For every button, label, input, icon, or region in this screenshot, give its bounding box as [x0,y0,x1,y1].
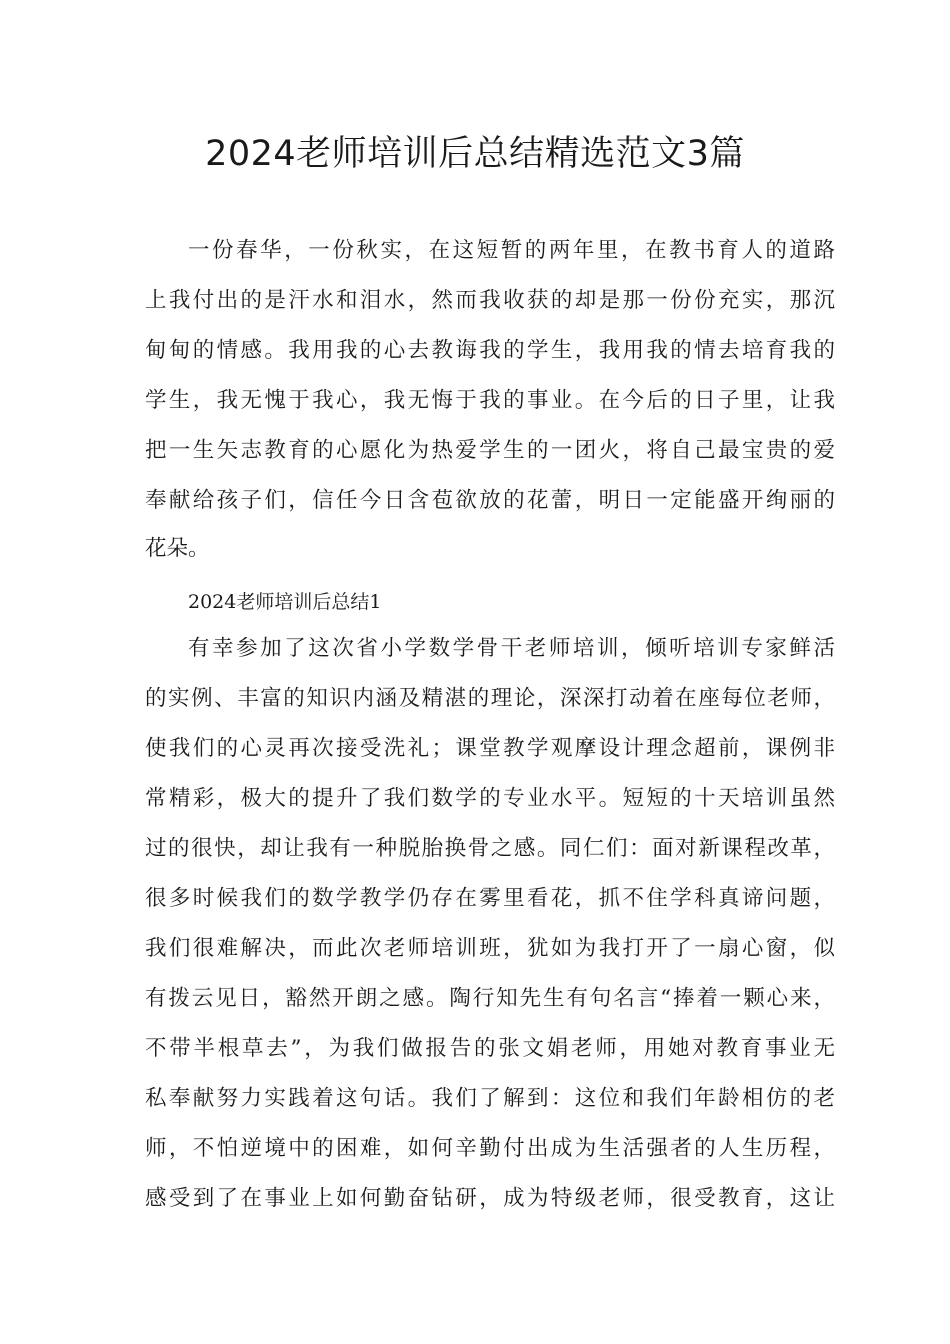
section-line-12: 感受到了在事业上如何勤奋钻研，成为特级老师，很受教育，这让 [145,1186,835,1211]
section-line-9: 不带半根草去”，为我们做报告的张文娟老师，用她对教育事业无 [145,1036,835,1061]
section-line-7: 我们很难解决，而此次老师培训班，犹如为我打开了一扇心窗，似 [145,936,835,961]
section-line-11: 师，不怕逆境中的困难，如何辛勤付出成为生活强者的人生历程， [145,1136,835,1161]
intro-line-6: 奉献给孩子们，信任今日含苞欲放的花蕾，明日一定能盛开绚丽的 [145,488,835,513]
section-line-1: 有幸参加了这次省小学数学骨干老师培训，倾听培训专家鲜活 [188,636,835,661]
section-line-4: 常精彩，极大的提升了我们数学的专业水平。短短的十天培训虽然 [145,786,835,811]
intro-line-2: 上我付出的是汗水和泪水，然而我收获的却是那一份份充实，那沉 [145,288,835,313]
intro-line-7: 花朵。 [145,536,210,561]
section-line-10: 私奉献努力实践着这句话。我们了解到：这位和我们年龄相仿的老 [145,1086,835,1111]
section-heading: 2024老师培训后总结1 [188,591,382,613]
document-title: 2024老师培训后总结精选范文3篇 [205,134,745,174]
section-line-8: 有拨云见日，豁然开朗之感。陶行知先生有句名言“捧着一颗心来， [145,986,835,1011]
intro-line-4: 学生，我无愧于我心，我无悔于我的事业。在今后的日子里，让我 [145,388,835,413]
intro-line-3: 甸甸的情感。我用我的心去教诲我的学生，我用我的情去培育我的 [145,338,835,363]
section-line-2: 的实例、丰富的知识内涵及精湛的理论，深深打动着在座每位老师， [145,686,835,711]
intro-line-5: 把一生矢志教育的心愿化为热爱学生的一团火，将自己最宝贵的爱 [145,438,835,463]
intro-line-1: 一份春华，一份秋实，在这短暂的两年里，在教书育人的道路 [188,238,835,263]
section-line-5: 过的很快，却让我有一种脱胎换骨之感。同仁们：面对新课程改革， [145,836,835,861]
section-line-6: 很多时候我们的数学教学仍存在雾里看花，抓不住学科真谛问题， [145,886,835,911]
section-line-3: 使我们的心灵再次接受洗礼；课堂教学观摩设计理念超前，课例非 [145,736,835,761]
